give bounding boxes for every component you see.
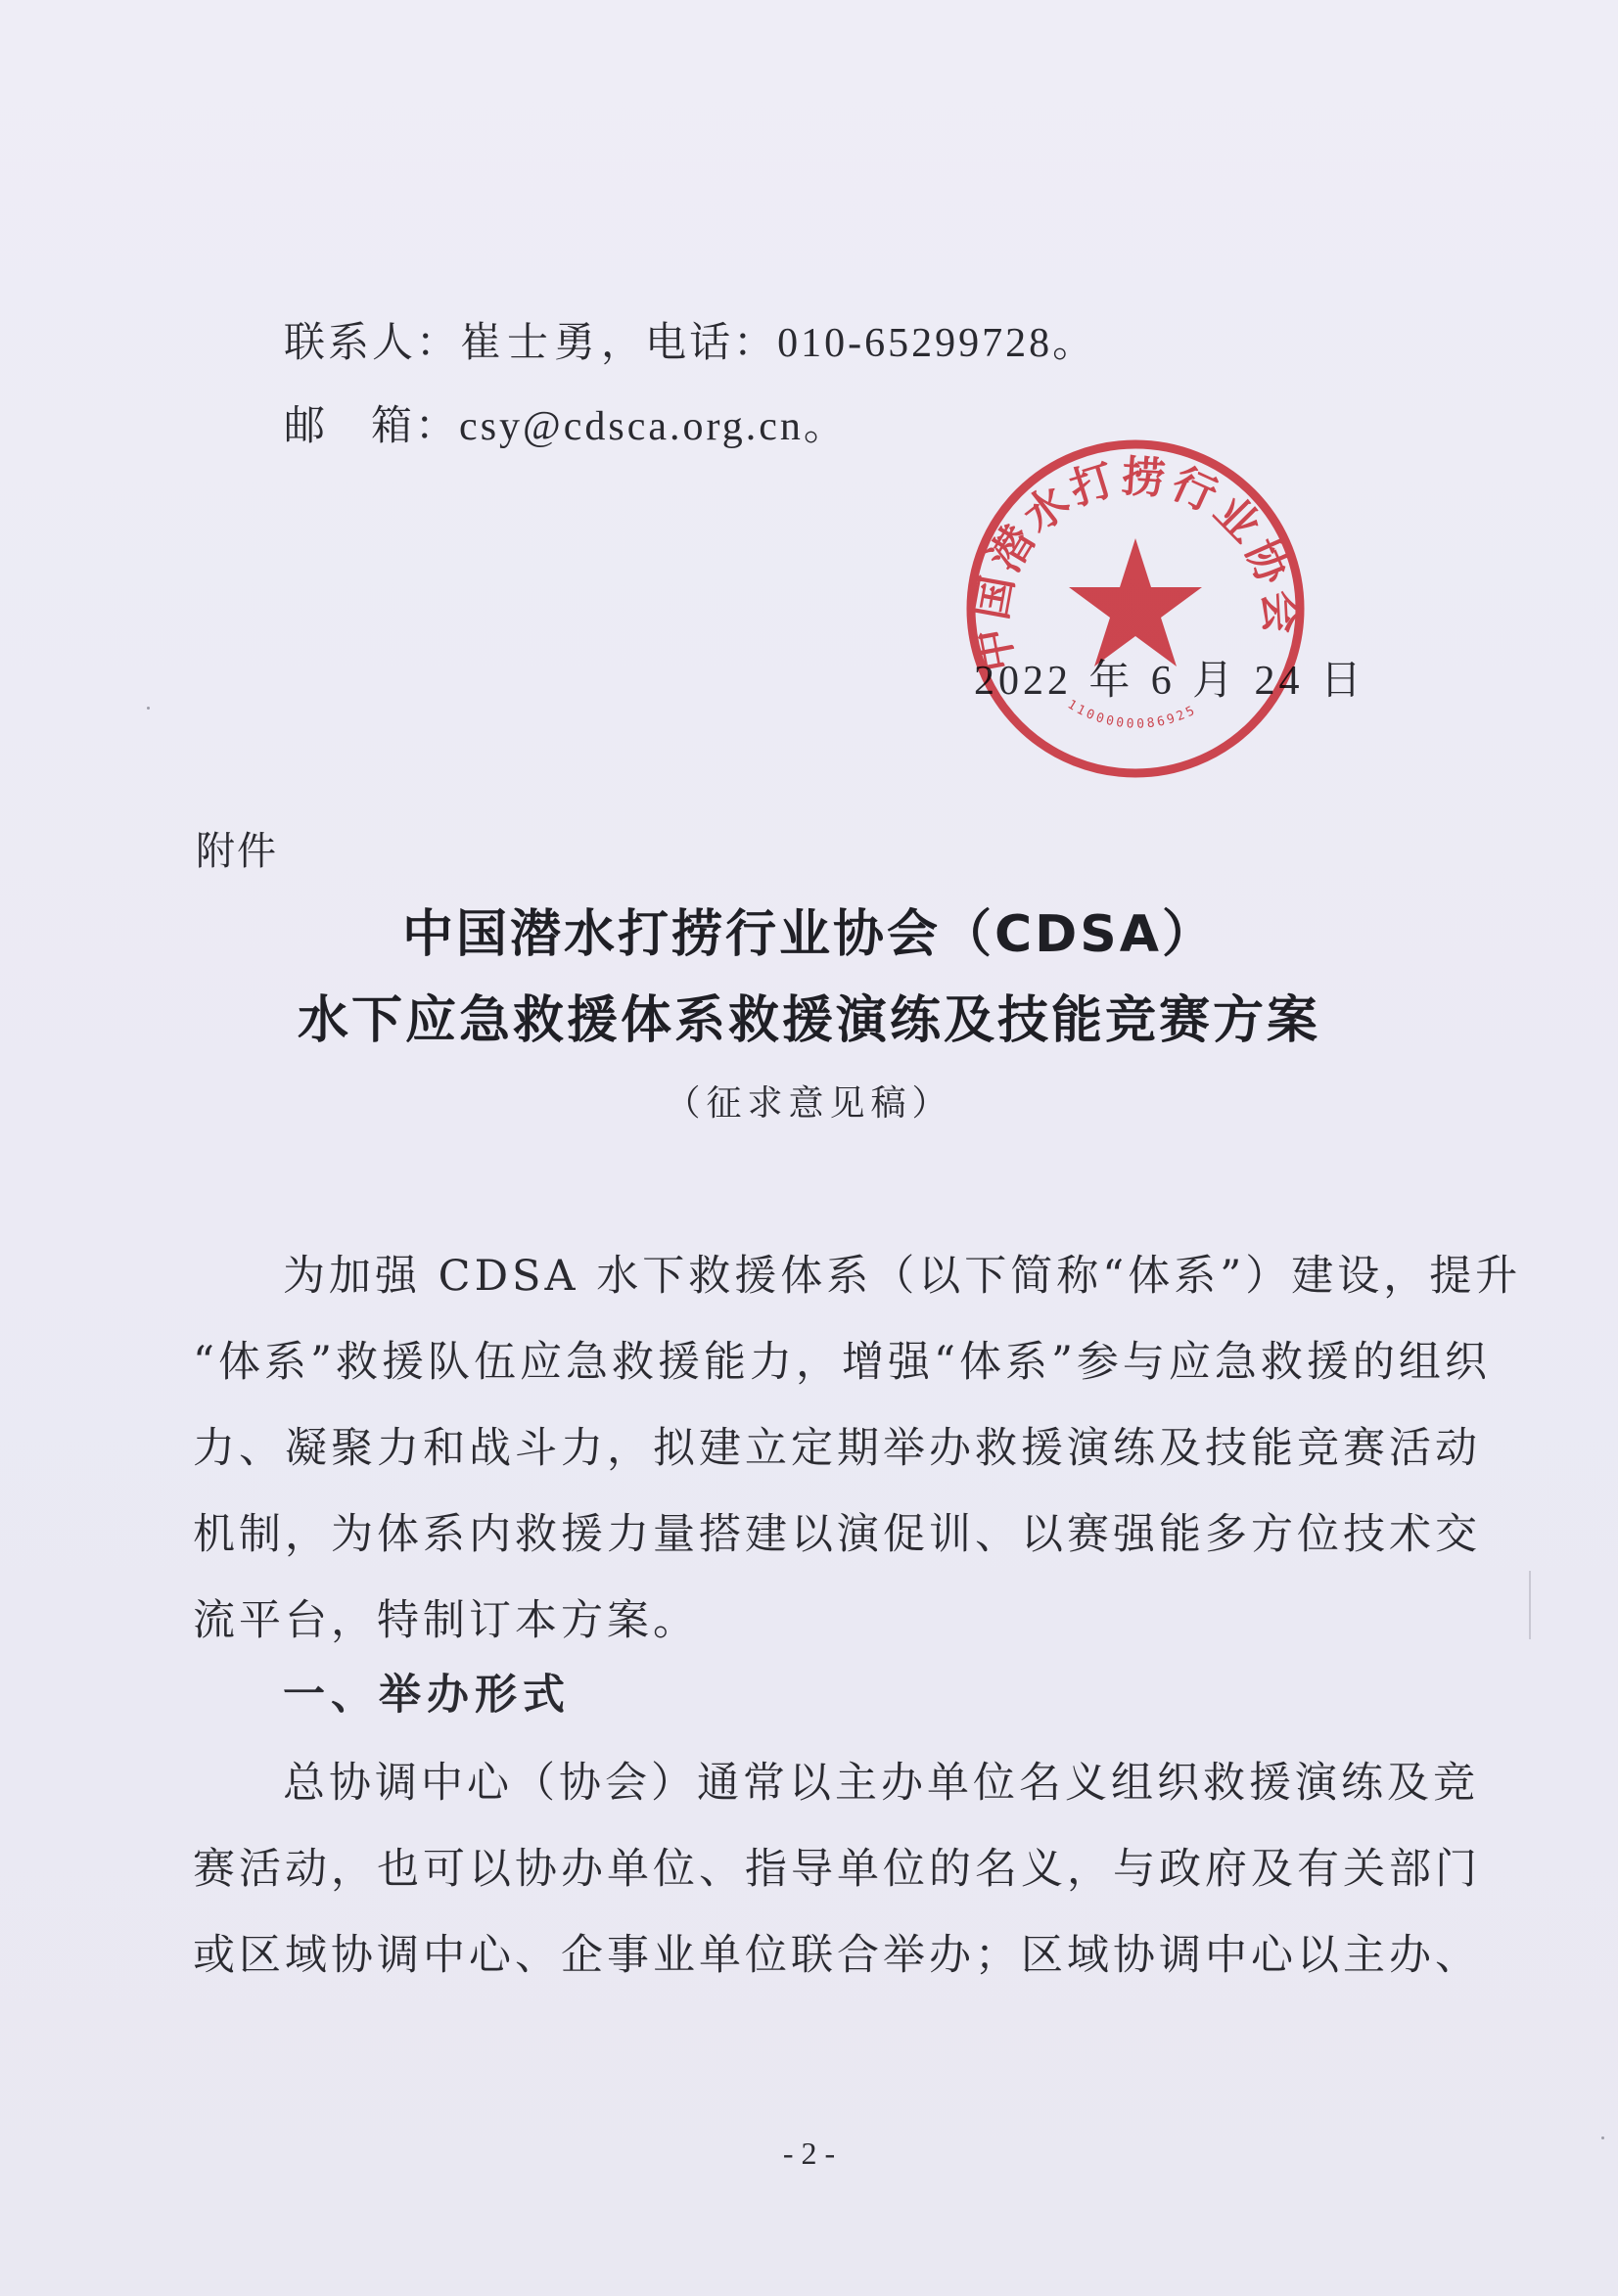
document-date: 2022 年 6 月 24 日 [974, 656, 1365, 704]
seal-text: 中国潜水打捞行业协会 [966, 451, 1307, 676]
contact-person-name: 崔士勇 [460, 318, 602, 366]
page-number: - 2 - [782, 2135, 836, 2171]
contact-phone-label: 电话 [645, 318, 734, 366]
paragraph-line: 或区域协调中心、企事业单位联合举办；区域协调中心以主办、 [193, 1931, 1481, 1980]
scan-speck [1601, 2136, 1604, 2139]
contact-email-value: csy@cdsca.org.cn。 [459, 404, 848, 449]
paragraph-line: 力、凝聚力和战斗力，拟建立定期举办救援演练及技能竞赛活动 [193, 1424, 1481, 1473]
document-title-line2: 水下应急救援体系救援演练及技能竞赛方案 [297, 991, 1320, 1050]
contact-person-line: 联系人：崔士勇，电话：010-65299728。 [284, 318, 1097, 366]
official-seal [959, 433, 1312, 785]
paragraph-line: 赛活动，也可以协办单位、指导单位的名义，与政府及有关部门 [193, 1845, 1481, 1894]
section-heading: 一、举办形式 [283, 1671, 571, 1720]
seal-code: 1100000086925 [1064, 697, 1200, 732]
paragraph-line: “体系”救援队伍应急救援能力，增强“体系”参与应急救援的组织 [193, 1338, 1491, 1387]
document-title-line1: 中国潜水打捞行业协会（CDSA） [401, 905, 1217, 964]
scan-speck [147, 707, 150, 710]
paragraph-line: 机制，为体系内救援力量搭建以演促训、以赛强能多方位技术交 [193, 1510, 1481, 1559]
contact-email-label: 邮 箱 [284, 401, 416, 449]
paragraph-line: 流平台，特制订本方案。 [193, 1596, 699, 1645]
paragraph-line: 为加强 CDSA 水下救援体系（以下简称“体系”）建设，提升 [283, 1252, 1522, 1301]
document-subtitle: （征求意见稿） [665, 1083, 953, 1124]
contact-email-line: 邮 箱：csy@cdsca.org.cn。 [284, 401, 848, 449]
contact-phone-value: 010-65299728。 [777, 321, 1097, 366]
paragraph-line: 总协调中心（协会）通常以主办单位名义组织救援演练及竞 [283, 1759, 1479, 1808]
contact-person-label: 联系人 [284, 318, 417, 366]
attachment-label: 附件 [196, 829, 278, 874]
scan-mark [1529, 1571, 1552, 1639]
seal-star-icon [1069, 538, 1202, 666]
